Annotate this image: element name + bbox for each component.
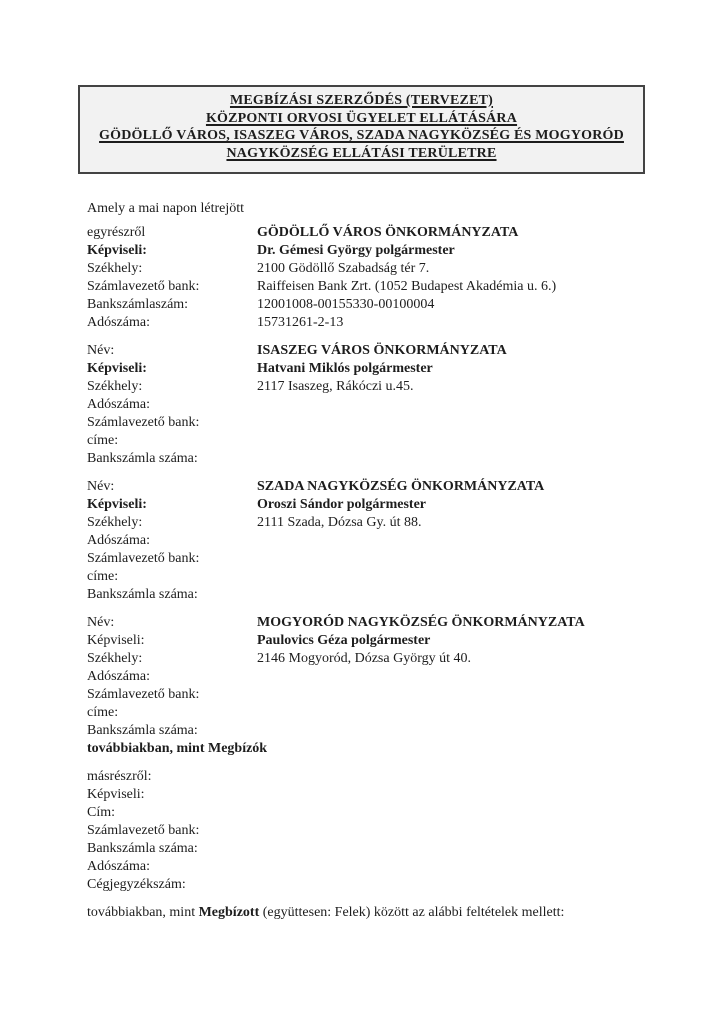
field-row [87, 704, 645, 722]
field-value: 15731261-2-13 [257, 315, 344, 330]
field-label: Képviseli: [87, 243, 147, 258]
field-value [257, 532, 645, 550]
field-value: 12001008-00155330-00100004 [257, 297, 435, 312]
field-label: Bankszámla száma: [87, 451, 198, 466]
field-value [257, 858, 645, 876]
field-row [87, 414, 645, 432]
field-value [257, 768, 645, 786]
field-row [87, 450, 645, 468]
field-row [87, 858, 645, 876]
field-value [257, 804, 645, 822]
field-value [257, 840, 645, 858]
closing-suffix: (együttesen: Felek) között az alábbi feltételek mellett: [259, 905, 565, 920]
title-box [78, 85, 645, 174]
field-row [87, 278, 645, 296]
field-value [257, 704, 645, 722]
field-value: Oroszi Sándor polgármester [257, 497, 427, 512]
field-row [87, 632, 645, 650]
field-label: Adószáma: [87, 859, 150, 874]
field-label: címe: [87, 705, 119, 720]
party-blocks [87, 224, 645, 894]
field-label: Bankszámla száma: [87, 587, 198, 602]
field-row [87, 686, 645, 704]
intro-line: Amely a mai napon létrejött [87, 201, 245, 216]
field-label: Székhely: [87, 515, 143, 530]
field-row [87, 260, 645, 278]
field-value [257, 450, 645, 468]
field-row [87, 614, 645, 632]
field-value [257, 414, 645, 432]
field-row [87, 378, 645, 396]
party-block-megbizott [87, 768, 645, 894]
field-label: Székhely: [87, 261, 143, 276]
field-value: 2146 Mogyoród, Dózsa György út 40. [257, 651, 472, 666]
field-label: Számlavezető bank: [87, 279, 200, 294]
field-value: GÖDÖLLŐ VÁROS ÖNKORMÁNYZATA [257, 225, 519, 240]
field-label: Adószáma: [87, 315, 150, 330]
field-row [87, 224, 645, 242]
field-value [257, 432, 645, 450]
field-label: Képviseli: [87, 497, 147, 512]
field-label: Név: [87, 343, 115, 358]
field-label: egyrészről [87, 225, 146, 240]
closing-prefix: továbbiakban, mint [87, 905, 199, 920]
field-value [257, 550, 645, 568]
party-block-godollo [87, 224, 645, 332]
field-label: Bankszámla száma: [87, 723, 198, 738]
field-label: címe: [87, 569, 119, 584]
megbizok-line: továbbiakban, mint Megbízók [87, 741, 268, 756]
field-value: 2100 Gödöllő Szabadság tér 7. [257, 261, 430, 276]
field-row [87, 786, 645, 804]
field-label: Képviseli: [87, 633, 145, 648]
field-value: 2111 Szada, Dózsa Gy. út 88. [257, 515, 422, 530]
field-label: Cím: [87, 805, 116, 820]
field-label: másrészről: [87, 769, 152, 784]
field-value [257, 568, 645, 586]
field-row [87, 478, 645, 496]
field-value: 2117 Isaszeg, Rákóczi u.45. [257, 379, 414, 394]
field-value [257, 876, 645, 894]
field-row [87, 876, 645, 894]
field-row [87, 396, 645, 414]
field-label: Számlavezető bank: [87, 551, 200, 566]
field-row [87, 768, 645, 786]
field-value [257, 586, 645, 604]
field-value: Paulovics Géza polgármester [257, 633, 431, 648]
field-row [87, 360, 645, 378]
field-value: Dr. Gémesi György polgármester [257, 243, 455, 258]
field-row [87, 650, 645, 668]
field-label: Képviseli: [87, 787, 145, 802]
closing-bold-term: Megbízott [198, 905, 260, 920]
field-row [87, 532, 645, 550]
field-label: Székhely: [87, 379, 143, 394]
field-row [87, 840, 645, 858]
field-row [87, 568, 645, 586]
field-label: Számlavezető bank: [87, 823, 200, 838]
title-line-3: GÖDÖLLŐ VÁROS, ISASZEG VÁROS, SZADA NAGYKÖZSÉG ÉS MOGYORÓD [99, 128, 624, 143]
field-value [257, 786, 645, 804]
field-value [257, 668, 645, 686]
title-line-4: NAGYKÖZSÉG ELLÁTÁSI TERÜLETRE [226, 145, 497, 161]
field-label: Képviseli: [87, 361, 147, 376]
field-label: címe: [87, 433, 119, 448]
field-value: Raiffeisen Bank Zrt. (1052 Budapest Akadémia u. 6.) [257, 279, 557, 294]
party-block-szada [87, 478, 645, 604]
party-block-isaszeg [87, 342, 645, 468]
field-row [87, 496, 645, 514]
field-row [87, 342, 645, 360]
field-row [87, 822, 645, 840]
field-row [87, 550, 645, 568]
field-label: Székhely: [87, 651, 143, 666]
field-label: Számlavezető bank: [87, 415, 200, 430]
party-block-mogyorod [87, 614, 645, 758]
field-value [257, 822, 645, 840]
field-label: Adószáma: [87, 669, 150, 684]
closing-line [87, 904, 645, 922]
field-row [87, 586, 645, 604]
field-value [257, 396, 645, 414]
field-row [87, 432, 645, 450]
field-row [87, 314, 645, 332]
field-value [257, 722, 645, 740]
field-value: Hatvani Miklós polgármester [257, 361, 433, 376]
field-label: Adószáma: [87, 397, 150, 412]
field-value [257, 686, 645, 704]
field-label: Számlavezető bank: [87, 687, 200, 702]
field-label: Név: [87, 479, 115, 494]
field-row [87, 242, 645, 260]
document-body [87, 200, 645, 922]
title-line-2: KÖZPONTI ORVOSI ÜGYELET ELLÁTÁSÁRA [205, 110, 518, 126]
title-line-1: MEGBÍZÁSI SZERZŐDÉS (TERVEZET) [229, 93, 494, 108]
field-label: Bankszámla száma: [87, 841, 198, 856]
field-value: SZADA NAGYKÖZSÉG ÖNKORMÁNYZATA [257, 479, 545, 494]
field-row [87, 668, 645, 686]
field-label: Név: [87, 615, 115, 630]
field-row [87, 804, 645, 822]
field-row [87, 296, 645, 314]
field-value: MOGYORÓD NAGYKÖZSÉG ÖNKORMÁNYZATA [257, 615, 585, 630]
field-label: Adószáma: [87, 533, 150, 548]
field-label: Bankszámlaszám: [87, 297, 189, 312]
field-row [87, 722, 645, 740]
field-row [87, 514, 645, 532]
field-value: ISASZEG VÁROS ÖNKORMÁNYZATA [257, 343, 507, 358]
field-label: Cégjegyzékszám: [87, 877, 186, 892]
